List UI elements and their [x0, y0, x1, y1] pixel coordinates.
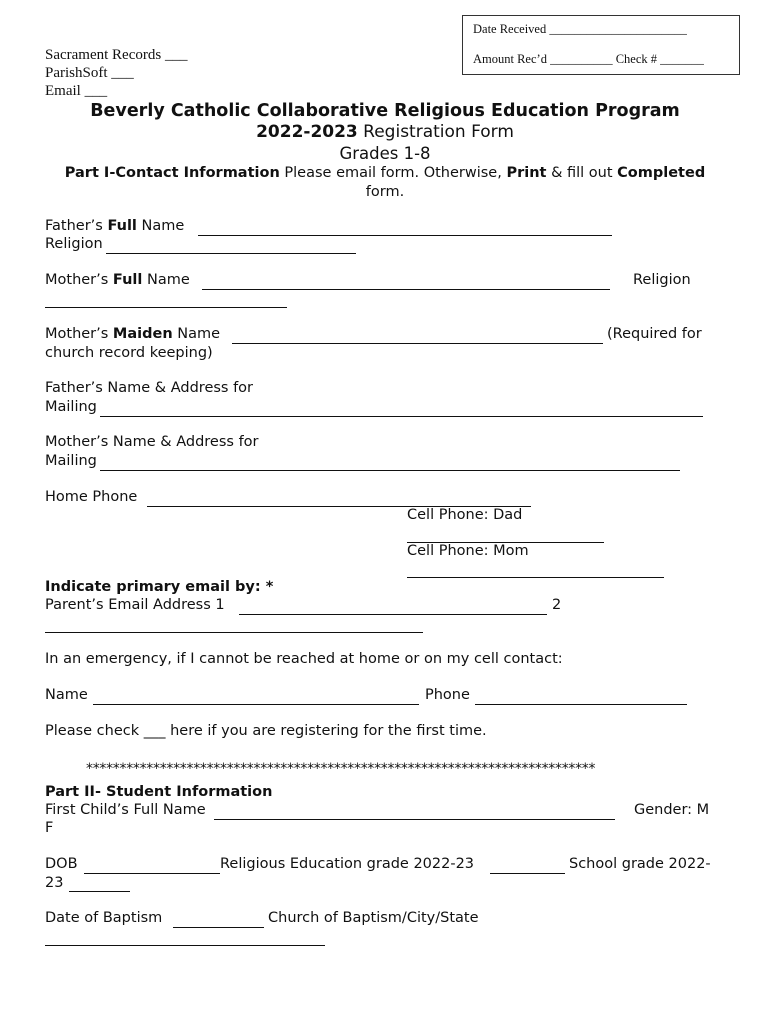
father-mailing-label: Father’s Name & Address for [45, 380, 254, 396]
mother-mailing-label: Mother’s Name & Address for [45, 434, 259, 450]
baptism-church-field[interactable] [45, 945, 325, 946]
gender-f-option[interactable]: F [45, 820, 54, 836]
mother-religion-field[interactable] [45, 307, 287, 308]
school-grade-label-cont: 23 [45, 875, 64, 891]
grades-label: Grades 1-8 [339, 144, 431, 163]
form-subtitle: 2022-2023 Registration Form [256, 122, 514, 142]
office-use-box [462, 15, 740, 75]
form-title: Beverly Catholic Collaborative Religious Education Program [90, 101, 680, 121]
school-grade-field[interactable] [69, 891, 130, 892]
required-note-cont: church record keeping) [45, 345, 213, 361]
first-time-check[interactable]: Please check ___ here if you are registering for the first time. [45, 723, 487, 739]
amount-check-label: Amount Rec’d __________ Check # _______ [473, 52, 704, 66]
dob-field[interactable] [84, 873, 220, 874]
date-received-label: Date Received ______________________ [473, 22, 687, 36]
emergency-text: In an emergency, if I cannot be reached at home or on my cell contact: [45, 651, 563, 667]
mother-name-label: Mother’s Full Name [45, 272, 190, 288]
father-mailing-word: Mailing [45, 399, 97, 415]
required-note: (Required for [607, 326, 702, 342]
dob-label: DOB [45, 856, 78, 872]
father-religion-field[interactable] [106, 253, 356, 254]
sacrament-records-check[interactable]: Sacrament Records ___ [45, 47, 188, 63]
gender-label[interactable]: Gender: M [634, 802, 710, 818]
mother-mailing-field[interactable] [100, 470, 680, 471]
mother-religion-label: Religion [633, 272, 691, 288]
cell-dad-label: Cell Phone: Dad [407, 507, 523, 523]
re-grade-label: Religious Education grade 2022-23 [220, 856, 475, 872]
parent-email-1-field[interactable] [239, 614, 547, 615]
parishsoft-check[interactable]: ParishSoft ___ [45, 65, 134, 81]
home-phone-label: Home Phone [45, 489, 138, 505]
first-child-field[interactable] [214, 819, 615, 820]
cell-mom-label: Cell Phone: Mom [407, 543, 529, 559]
baptism-church-label: Church of Baptism/City/State [268, 910, 479, 926]
section-separator: **************************************************************************** [86, 761, 596, 777]
emergency-phone-field[interactable] [475, 704, 687, 705]
mother-maiden-label: Mother’s Maiden Name [45, 326, 221, 342]
re-grade-field[interactable] [490, 873, 565, 874]
baptism-date-field[interactable] [173, 927, 264, 928]
parent-email-1-label: Parent’s Email Address 1 [45, 597, 225, 613]
part1-heading: Part I-Contact Information Please email form. Otherwise, Print & fill out Completed form. [64, 165, 706, 200]
father-name-field[interactable] [198, 235, 612, 236]
emergency-name-label: Name [45, 687, 88, 703]
primary-email-label: Indicate primary email by: * [45, 579, 274, 595]
first-child-label: First Child’s Full Name [45, 802, 206, 818]
mother-maiden-field[interactable] [232, 343, 603, 344]
father-name-label: Father’s Full Name [45, 218, 185, 234]
mother-name-field[interactable] [202, 289, 610, 290]
school-grade-label: School grade 2022- [569, 856, 711, 872]
parent-email-2-label: 2 [552, 597, 562, 613]
part2-heading: Part II- Student Information [45, 784, 273, 800]
father-religion-label: Religion [45, 236, 103, 252]
email-check[interactable]: Email ___ [45, 83, 108, 99]
cell-mom-field[interactable] [407, 577, 664, 578]
parent-email-2-field[interactable] [45, 632, 423, 633]
baptism-date-label: Date of Baptism [45, 910, 163, 926]
mother-mailing-word: Mailing [45, 453, 97, 469]
emergency-name-field[interactable] [93, 704, 419, 705]
father-mailing-field[interactable] [100, 416, 703, 417]
emergency-phone-label: Phone [425, 687, 470, 703]
